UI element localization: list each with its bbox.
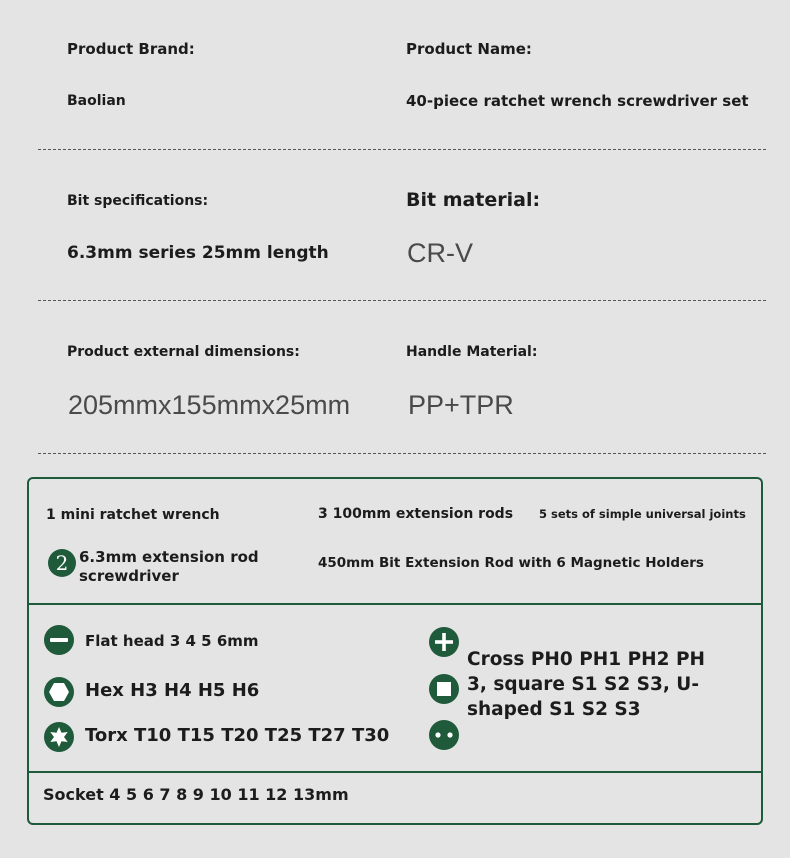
- joints-item: 5 sets of simple universal joints: [539, 507, 746, 521]
- spec-dimensions-value: 205mmx155mmx25mm: [68, 390, 351, 420]
- cross-head-icon: [429, 627, 459, 657]
- spec-handle-label: Handle Material:: [406, 344, 538, 360]
- accessories-section: [29, 479, 761, 605]
- u-shaped-icon: [429, 720, 459, 750]
- divider: [38, 149, 766, 150]
- cross-bits-line3: shaped S1 S2 S3: [467, 699, 641, 720]
- ext-rod-item-line2: screwdriver: [79, 567, 179, 585]
- hex-bits: Hex H3 H4 H5 H6: [85, 680, 260, 701]
- square-head-icon: [429, 674, 459, 704]
- rods-item: 3 100mm extension rods: [318, 506, 514, 522]
- spec-bit-spec-label: Bit specifications:: [67, 193, 209, 209]
- hex-icon: [44, 677, 74, 707]
- cross-bits-line1: Cross PH0 PH1 PH2 PH: [467, 649, 705, 670]
- flat-head-bits: Flat head 3 4 5 6mm: [85, 632, 259, 650]
- torx-bits: Torx T10 T15 T20 T25 T27 T30: [85, 725, 390, 746]
- spec-brand-label: Product Brand:: [67, 40, 195, 58]
- cross-bits-line2: 3, square S1 S2 S3, U-: [467, 674, 699, 695]
- spec-handle-value: PP+TPR: [408, 390, 514, 420]
- spec-bit-material-value: CR-V: [407, 238, 473, 268]
- socket-sizes: Socket 4 5 6 7 8 9 10 11 12 13mm: [43, 785, 349, 804]
- spec-bit-spec-value: 6.3mm series 25mm length: [67, 243, 329, 263]
- divider: [38, 453, 766, 454]
- ratchet-item: 1 mini ratchet wrench: [46, 507, 220, 523]
- flat-head-icon: [44, 625, 74, 655]
- divider: [38, 300, 766, 301]
- badge-number: 2: [55, 551, 69, 575]
- torx-icon: [44, 722, 74, 752]
- spec-dimensions-label: Product external dimensions:: [67, 344, 300, 360]
- ext-rod-item-line1: 6.3mm extension rod: [79, 548, 259, 566]
- spec-name-label: Product Name:: [406, 40, 532, 58]
- bit-ext-item: 450mm Bit Extension Rod with 6 Magnetic Holders: [318, 555, 704, 571]
- bits-section: [29, 605, 761, 773]
- contents-panel: [27, 477, 763, 825]
- spec-name-value: 40-piece ratchet wrench screwdriver set: [406, 92, 749, 110]
- spec-bit-material-label: Bit material:: [406, 189, 541, 211]
- spec-brand-value: Baolian: [67, 93, 126, 109]
- number-two-badge: [48, 549, 76, 577]
- socket-section: [29, 773, 761, 825]
